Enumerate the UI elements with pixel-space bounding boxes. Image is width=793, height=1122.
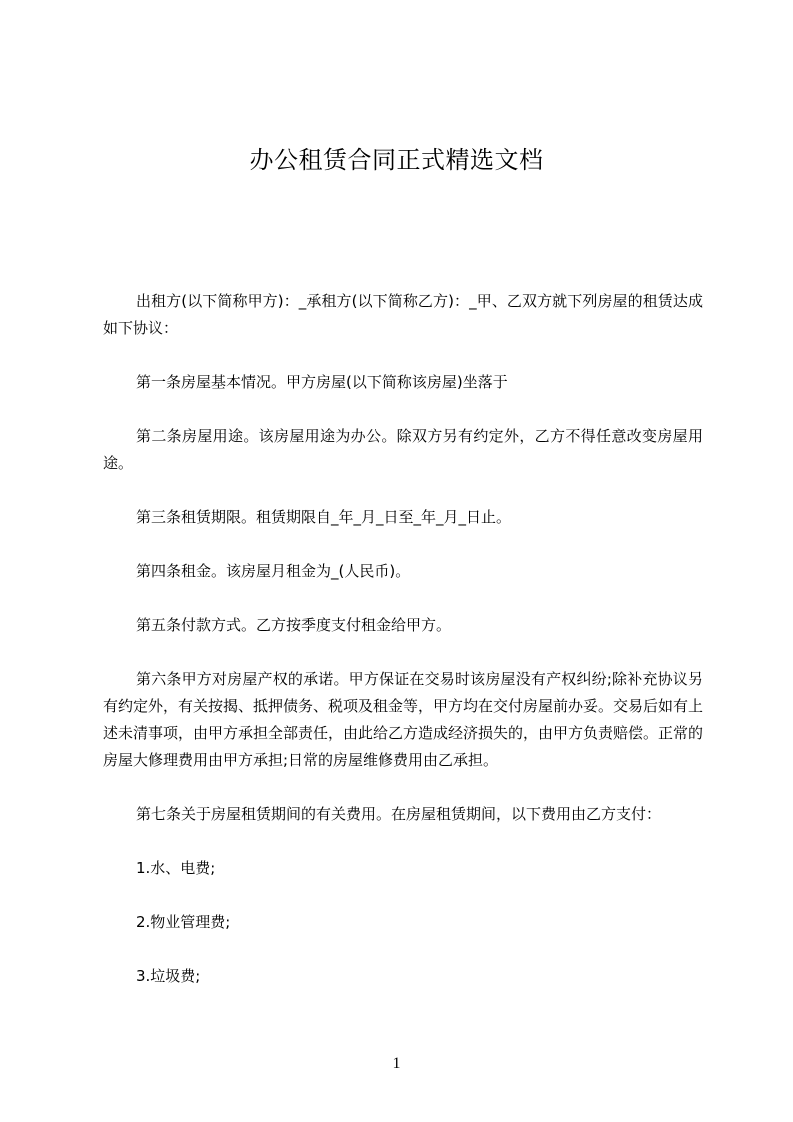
document-body [103, 288, 703, 1017]
paragraph-article-5: 第五条付款方式。乙方按季度支付租金给甲方。 [136, 616, 452, 634]
list-item-garbage-fee: 3.垃圾费; [136, 967, 201, 985]
list-item-property-fee: 2.物业管理费; [136, 913, 231, 931]
list-item-utilities: 1.水、电费; [136, 859, 216, 877]
paragraph-article-1: 第一条房屋基本情况。甲方房屋(以下简称该房屋)坐落于 [136, 373, 508, 391]
paragraph-article-2: 第二条房屋用途。该房屋用途为办公。除双方另有约定外，乙方不得任意改变房屋用途。 [103, 427, 703, 472]
paragraph-article-6: 第六条甲方对房屋产权的承诺。甲方保证在交易时该房屋没有产权纠纷;除补充协议另有约定外，有关按揭、抵押债务、税项及租金等，甲方均在交付房屋前办妥。交易后如有上述未清事项，由甲方承担全部责任，由此给乙方造成经济损失的，由甲方负责赔偿。正常的房屋大修理费用由甲方承担;日常的房屋维修费用由乙承担。 [103, 670, 704, 769]
paragraph-article-7: 第七条关于房屋租赁期间的有关费用。在房屋租赁期间，以下费用由乙方支付： [136, 805, 662, 823]
paragraph-parties: 出租方(以下简称甲方)：_承租方(以下简称乙方)：_甲、乙双方就下列房屋的租赁达成如下协议： [103, 292, 703, 337]
document-title: 办公租赁合同正式精选文档 [249, 146, 544, 174]
paragraph-article-3: 第三条租赁期限。租赁期限自_年_月_日至_年_月_日止。 [136, 508, 512, 526]
page-number: 1 [392, 1055, 401, 1072]
paragraph-article-4: 第四条租金。该房屋月租金为_(人民币)。 [136, 562, 411, 580]
